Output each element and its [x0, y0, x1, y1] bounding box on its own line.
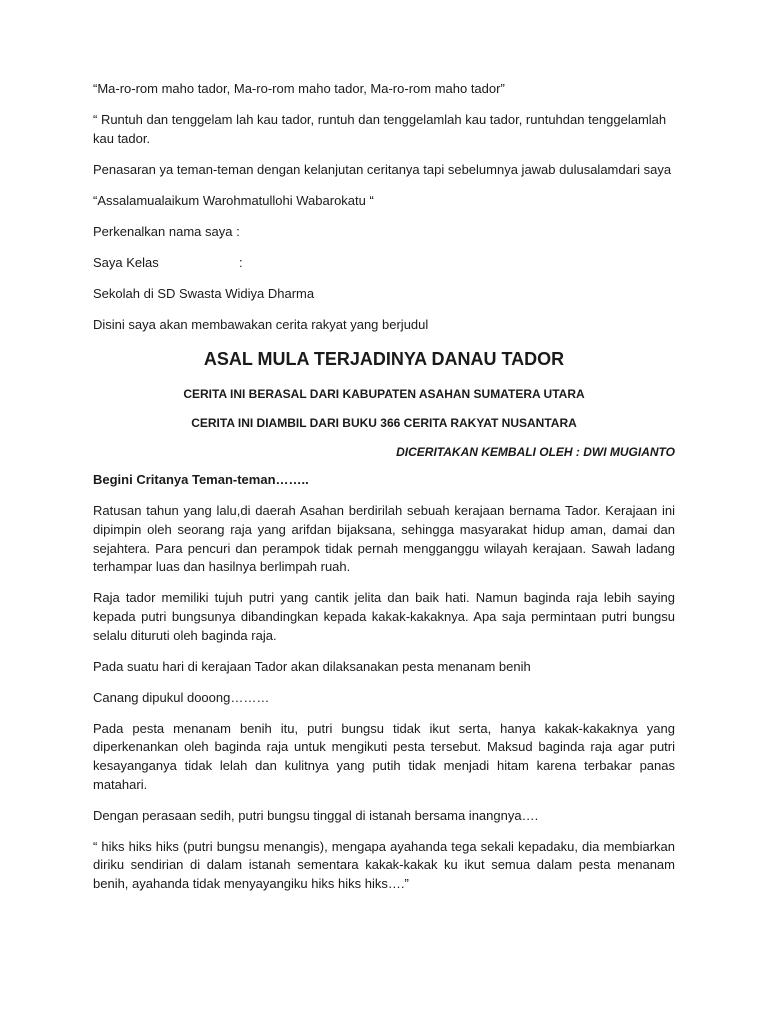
curse-line: “ Runtuh dan tenggelam lah kau tador, runtuh dan tenggelamlah kau tador, runtuhdan tenggelamlah kau tador.	[93, 112, 667, 146]
story-paragraph-4: Canang dipukul dooong………	[93, 689, 270, 705]
story-opening: Begini Critanya Teman-teman……..	[93, 472, 309, 488]
class-label: Saya Kelas	[93, 255, 159, 271]
greeting-line: “Assalamualaikum Warohmatullohi Wabarokatu “	[93, 192, 374, 208]
story-source: CERITA INI DIAMBIL DARI BUKU 366 CERITA RAKYAT NUSANTARA	[191, 416, 577, 431]
curious-line: Penasaran ya teman-teman dengan kelanjutan ceritanya tapi sebelumnya jawab dulusalamdari saya	[93, 161, 672, 177]
class-colon: :	[239, 255, 243, 271]
story-paragraph-6: Dengan perasaan sedih, putri bungsu tinggal di istanah bersama inangnya….	[93, 807, 539, 823]
story-paragraph-3: Pada suatu hari di kerajaan Tador akan dilaksanakan pesta menanam benih	[93, 658, 531, 674]
story-title: ASAL MULA TERJADINYA DANAU TADOR	[203, 349, 565, 370]
story-paragraph-5: Pada pesta menanam benih itu, putri bungsu tidak ikut serta, hanya kakak-kakaknya yang diperkenankan oleh baginda raja untuk mengikuti pesta tersebut. Maksud baginda raja agar putri kesayanganya tidak lelah dan kulitnya yang putih tidak menjadi hitam karena terbakar panas matahari.	[93, 720, 675, 792]
chant-line: “Ma-ro-rom maho tador, Ma-ro-rom maho tador, Ma-ro-rom maho tador”	[93, 81, 505, 96]
presenting-line: Disini saya akan membawakan cerita rakyat yang berjudul	[93, 317, 429, 333]
story-credit: DICERITAKAN KEMBALI OLEH : DWI MUGIANTO	[396, 445, 675, 460]
story-paragraph-2: Raja tador memiliki tujuh putri yang cantik jelita dan baik hati. Namun baginda raja lebih saying kepada putri bungsunya dibandingkan kepada kakak-kakaknya. Apa saja permintaan putri bungsu selalu dituruti oleh baginda raja.	[93, 590, 675, 643]
class-line	[93, 254, 675, 273]
document-page	[93, 80, 675, 906]
story-paragraph-1: Ratusan tahun yang lalu,di daerah Asahan berdirilah sebuah kerajaan bernama Tador. Kerajaan ini dipimpin oleh seorang raja yang arifdan bijaksana, sehingga masyarakat hidup aman, damai dan sejahtera. Para pencuri dan perampok tidak pernah mengganggu wilayah kerajaan. Sawah ladang terhampar luas dan hasilnya berlimpah ruah.	[93, 503, 675, 575]
story-origin: CERITA INI BERASAL DARI KABUPATEN ASAHAN SUMATERA UTARA	[183, 387, 585, 402]
intro-name-line: Perkenalkan nama saya :	[93, 223, 240, 239]
school-line: Sekolah di SD Swasta Widiya Dharma	[93, 286, 315, 302]
story-paragraph-7: “ hiks hiks hiks (putri bungsu menangis), mengapa ayahanda tega sekali kepadaku, dia membiarkan diriku sendirian di dalam istanah sementara kakak-kakak ku ikut semua dalam pesta menanam benih, ayahanda tidak menyayangiku hiks hiks hiks….”	[93, 838, 675, 891]
